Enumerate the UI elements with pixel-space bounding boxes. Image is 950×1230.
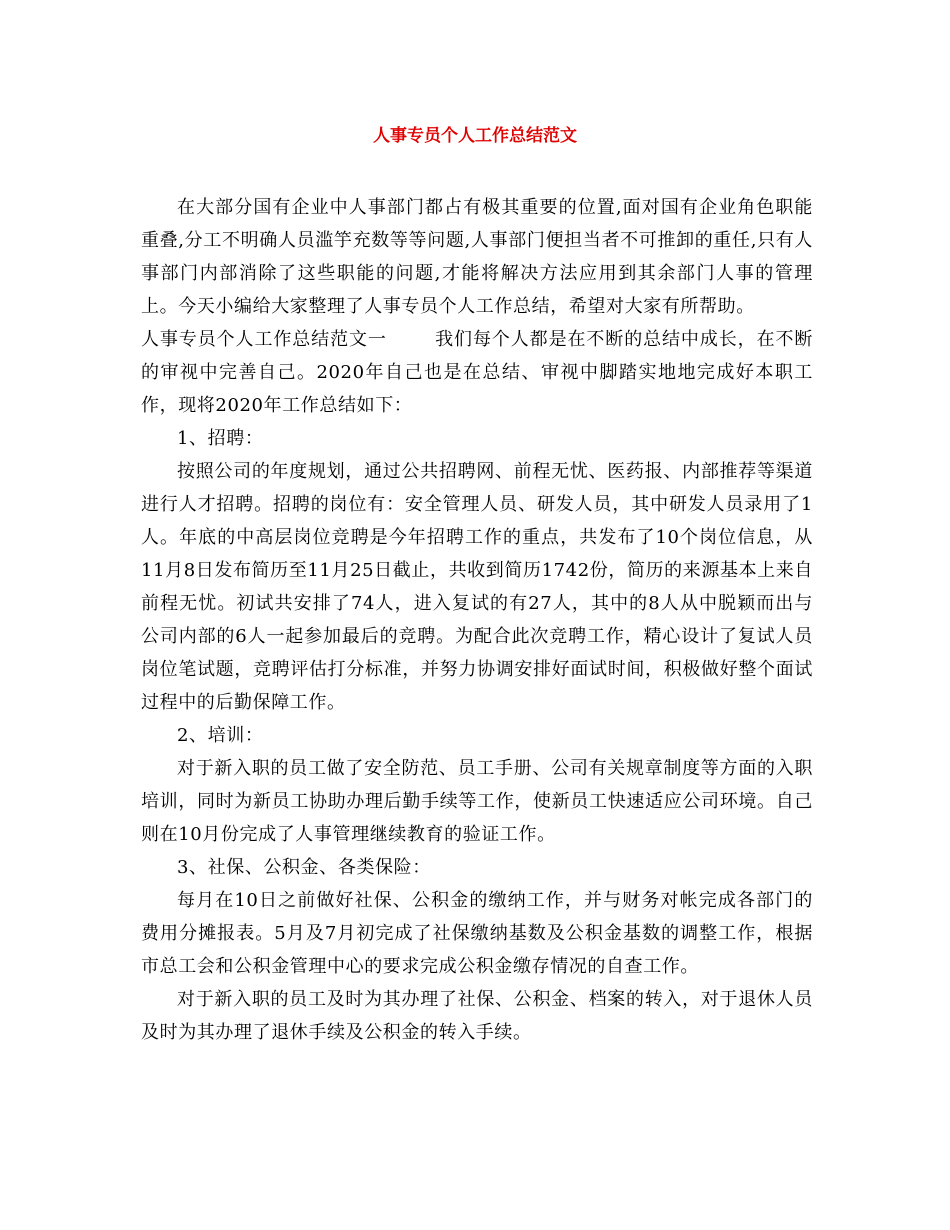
sample-heading: 人事专员个人工作总结范文一 — [141, 329, 387, 350]
sample-paragraph — [141, 323, 813, 422]
document-body — [141, 191, 813, 1049]
sample-intro: 我们每个人都是在不断的总结中成长，在不断的审视中完善自己。2020年自己也是在总结、审视中脚踏实地地完成好本职工作，现将2020年工作总结如下： — [141, 329, 813, 416]
document-title: 人事专员个人工作总结范文 — [373, 126, 577, 146]
section2-heading: 2、培训： — [177, 725, 264, 746]
section1-paragraph: 按照公司的年度规划，通过公共招聘网、前程无忧、医药报、内部推荐等渠道进行人才招聘。招聘的岗位有：安全管理人员、研发人员，其中研发人员录用了1人。年底的中高层岗位竞聘是今年招聘工作的重点，共发布了10个岗位信息，从11月8日发布简历至11月25日截止，共收到简历1742份，简历的来源基本上来自前程无忧。初试共安排了74人，进入复试的有27人，其中的8人从中脱颖而出与公司内部的6人一起参加最后的竞聘。为配合此次竞聘工作，精心设计了复试人员岗位笔试题，竞聘评估打分标准，并努力协调安排好面试时间，积极做好整个面试过程中的后勤保障工作。 — [141, 461, 813, 713]
intro-paragraph: 在大部分国有企业中人事部门都占有极其重要的位置,面对国有企业角色职能重叠,分工不明确人员滥竽充数等等问题,人事部门便担当者不可推卸的重任,只有人事部门内部消除了这些职能的问题,才能将解决方法应用到其余部门人事的管理上。今天小编给大家整理了人事专员个人工作总结，希望对大家有所帮助。 — [141, 197, 813, 317]
section3-paragraph-1: 每月在10日之前做好社保、公积金的缴纳工作，并与财务对帐完成各部门的费用分摊报表。5月及7月初完成了社保缴纳基数及公积金基数的调整工作，根据市总工会和公积金管理中心的要求完成公积金缴存情况的自查工作。 — [141, 890, 813, 977]
section3-heading: 3、社保、公积金、各类保险： — [177, 857, 431, 878]
section1-heading: 1、招聘： — [177, 428, 264, 449]
section2-paragraph: 对于新入职的员工做了安全防范、员工手册、公司有关规章制度等方面的入职培训，同时为新员工协助办理后勤手续等工作，使新员工快速适应公司环境。自己则在10月份完成了人事管理继续教育的验证工作。 — [141, 758, 813, 845]
section3-paragraph-2: 对于新入职的员工及时为其办理了社保、公积金、档案的转入，对于退休人员及时为其办理了退休手续及公积金的转入手续。 — [141, 989, 813, 1043]
